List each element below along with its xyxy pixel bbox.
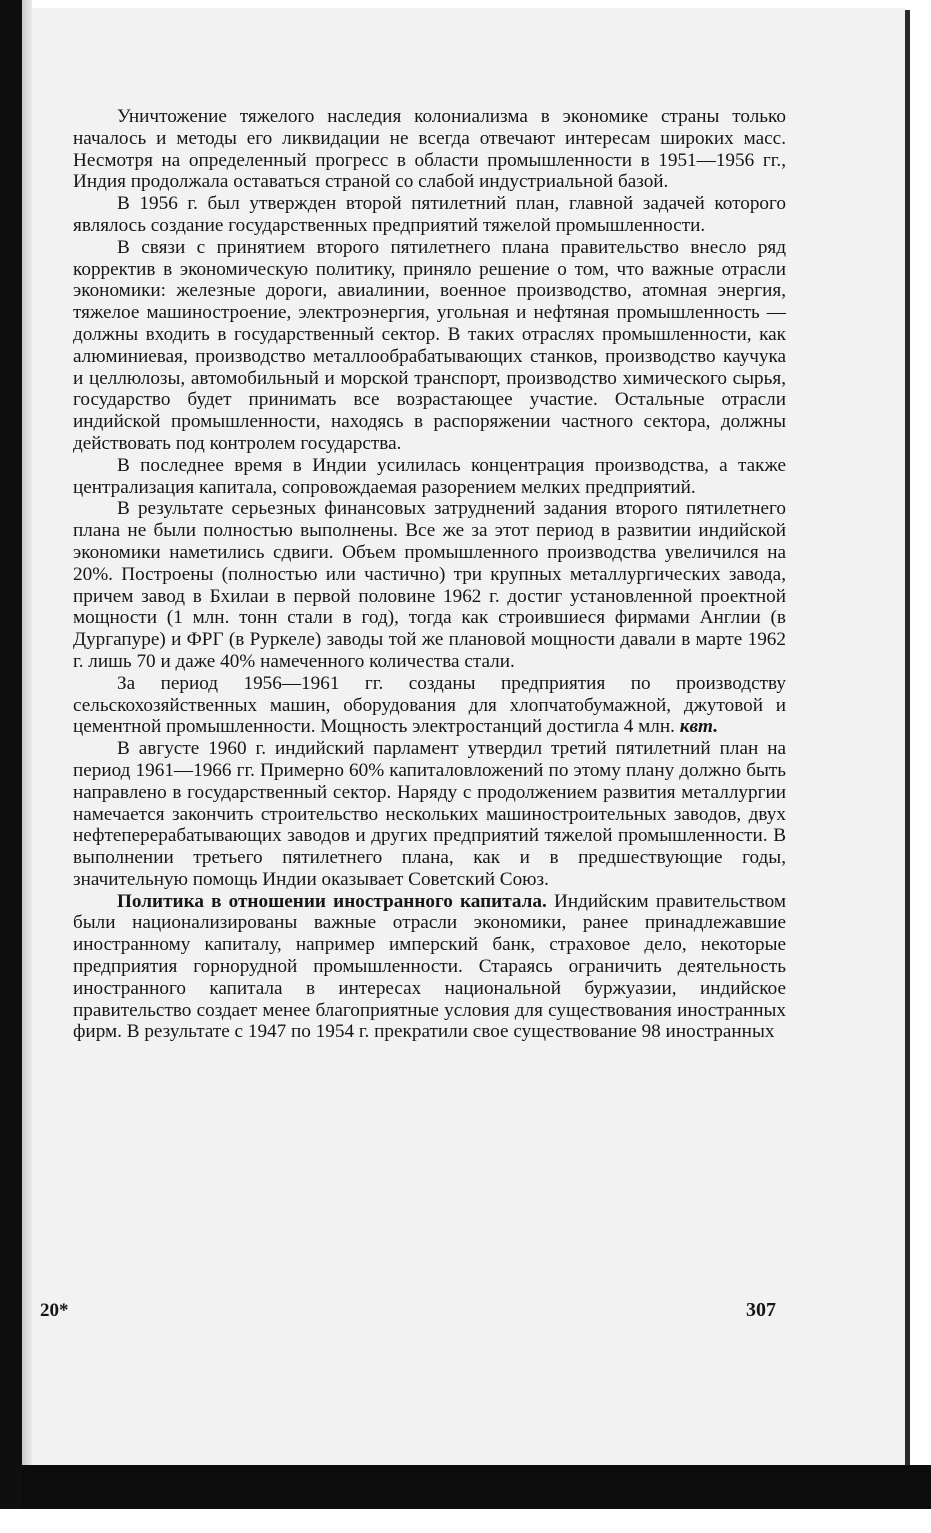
scan-right-edge: [905, 10, 910, 1465]
scan-bottom-edge: [22, 1465, 931, 1509]
section-heading: Политика в отношении иностранного капитала.: [117, 890, 547, 912]
paragraph-6-text: За период 1956—1961 гг. созданы предприятия по производству сельскохозяйственных машин, оборудования для хлопчатобумажной, джутовой и цементной промышленности. Мощность электростанций достигла 4 млн.: [73, 672, 786, 738]
scan-bottom-margin: [0, 1509, 931, 1533]
paragraph-5: В результате серьезных финансовых затруднений задания второго пятилетнего плана не были полностью выполнены. Все же за этот период в развитии индийской экономики наметились сдвиги. Объем промышленного производства увеличился на 20%. Построены (полностью или частично) три крупных металлургических завода, причем завод в Бхилаи в первой половине 1962 г. достиг установленной проектной мощности (1 млн. тонн стали в год), тогда как строившиеся фирмами Англии (в Дургапуре) и ФРГ (в Руркеле) заводы той же плановой мощности давали в марте 1962 г. лишь 70 и даже 40% намеченного количества стали.: [73, 498, 786, 672]
paragraph-7: В августе 1960 г. индийский парламент утвердил третий пятилетний план на период 1961—1966 гг. Примерно 60% капиталовложений по этому плану должно быть направлено в государственный сектор. Наряду с продолжением развития металлургии намечается закончить строительство нескольких машиностроительных заводов, двух нефтеперерабатывающих заводов и других предприятий тяжелой промышленности. В выполнении третьего пятилетнего плана, как и в предшествующие годы, значительную помощь Индии оказывает Советский Союз.: [73, 738, 786, 890]
paragraph-6: [73, 673, 786, 738]
scan-left-shadow: [22, 0, 32, 1533]
scan-left-edge: [0, 0, 22, 1533]
paragraph-1: Уничтожение тяжелого наследия колониализма в экономике страны только началось и методы его ликвидации не всегда отвечают интересам широких масс. Несмотря на определенный прогресс в области промышленности в 1951—1956 гг., Индия продолжала оставаться страной со слабой индустриальной базой.: [73, 106, 786, 193]
paragraph-8: [73, 891, 786, 1044]
page-number: 307: [746, 1299, 776, 1321]
paragraph-3: В связи с принятием второго пятилетнего плана правительство внесло ряд корректив в экономическую политику, приняло решение о том, что важные отрасли экономики: железные дороги, авиалинии, военное производство, атомная энергия, тяжелое машиностроение, электроэнергия, угольная и нефтяная промышленность — должны входить в государственный сектор. В таких отраслях промышленности, как алюминиевая, производство металлообрабатывающих станков, производство каучука и целлюлозы, автомобильный и морской транспорт, производство химического сырья, государство будет принимать все возрастающее участие. Остальные отрасли индийской промышленности, находясь в распоряжении частного сектора, должны действовать под контролем государства.: [73, 236, 786, 454]
signature-mark: 20*: [40, 1300, 69, 1321]
body-text: [73, 106, 786, 1043]
power-unit: квт.: [679, 716, 719, 738]
paragraph-2: В 1956 г. был утвержден второй пятилетний план, главной задачей которого являлось создание государственных предприятий тяжелой промышленности.: [73, 193, 786, 236]
paragraph-4: В последнее время в Индии усилилась концентрация производства, а также централизация капитала, сопровождаемая разорением мелких предприятий.: [73, 454, 786, 498]
paragraph-8-text: Индийским правительством были национализированы важные отрасли экономики, ранее принадлежавшие иностранному капиталу, например имперский банк, страховое дело, некоторые предприятия горнорудной промышленности. Стараясь ограничить деятельность иностранного капитала в интересах национальной буржуазии, индийское правительство создает менее благоприятные условия для существования иностранных фирм. В результате с 1947 по 1954 г. прекратили свое существование 98 иностранных: [73, 890, 786, 1043]
